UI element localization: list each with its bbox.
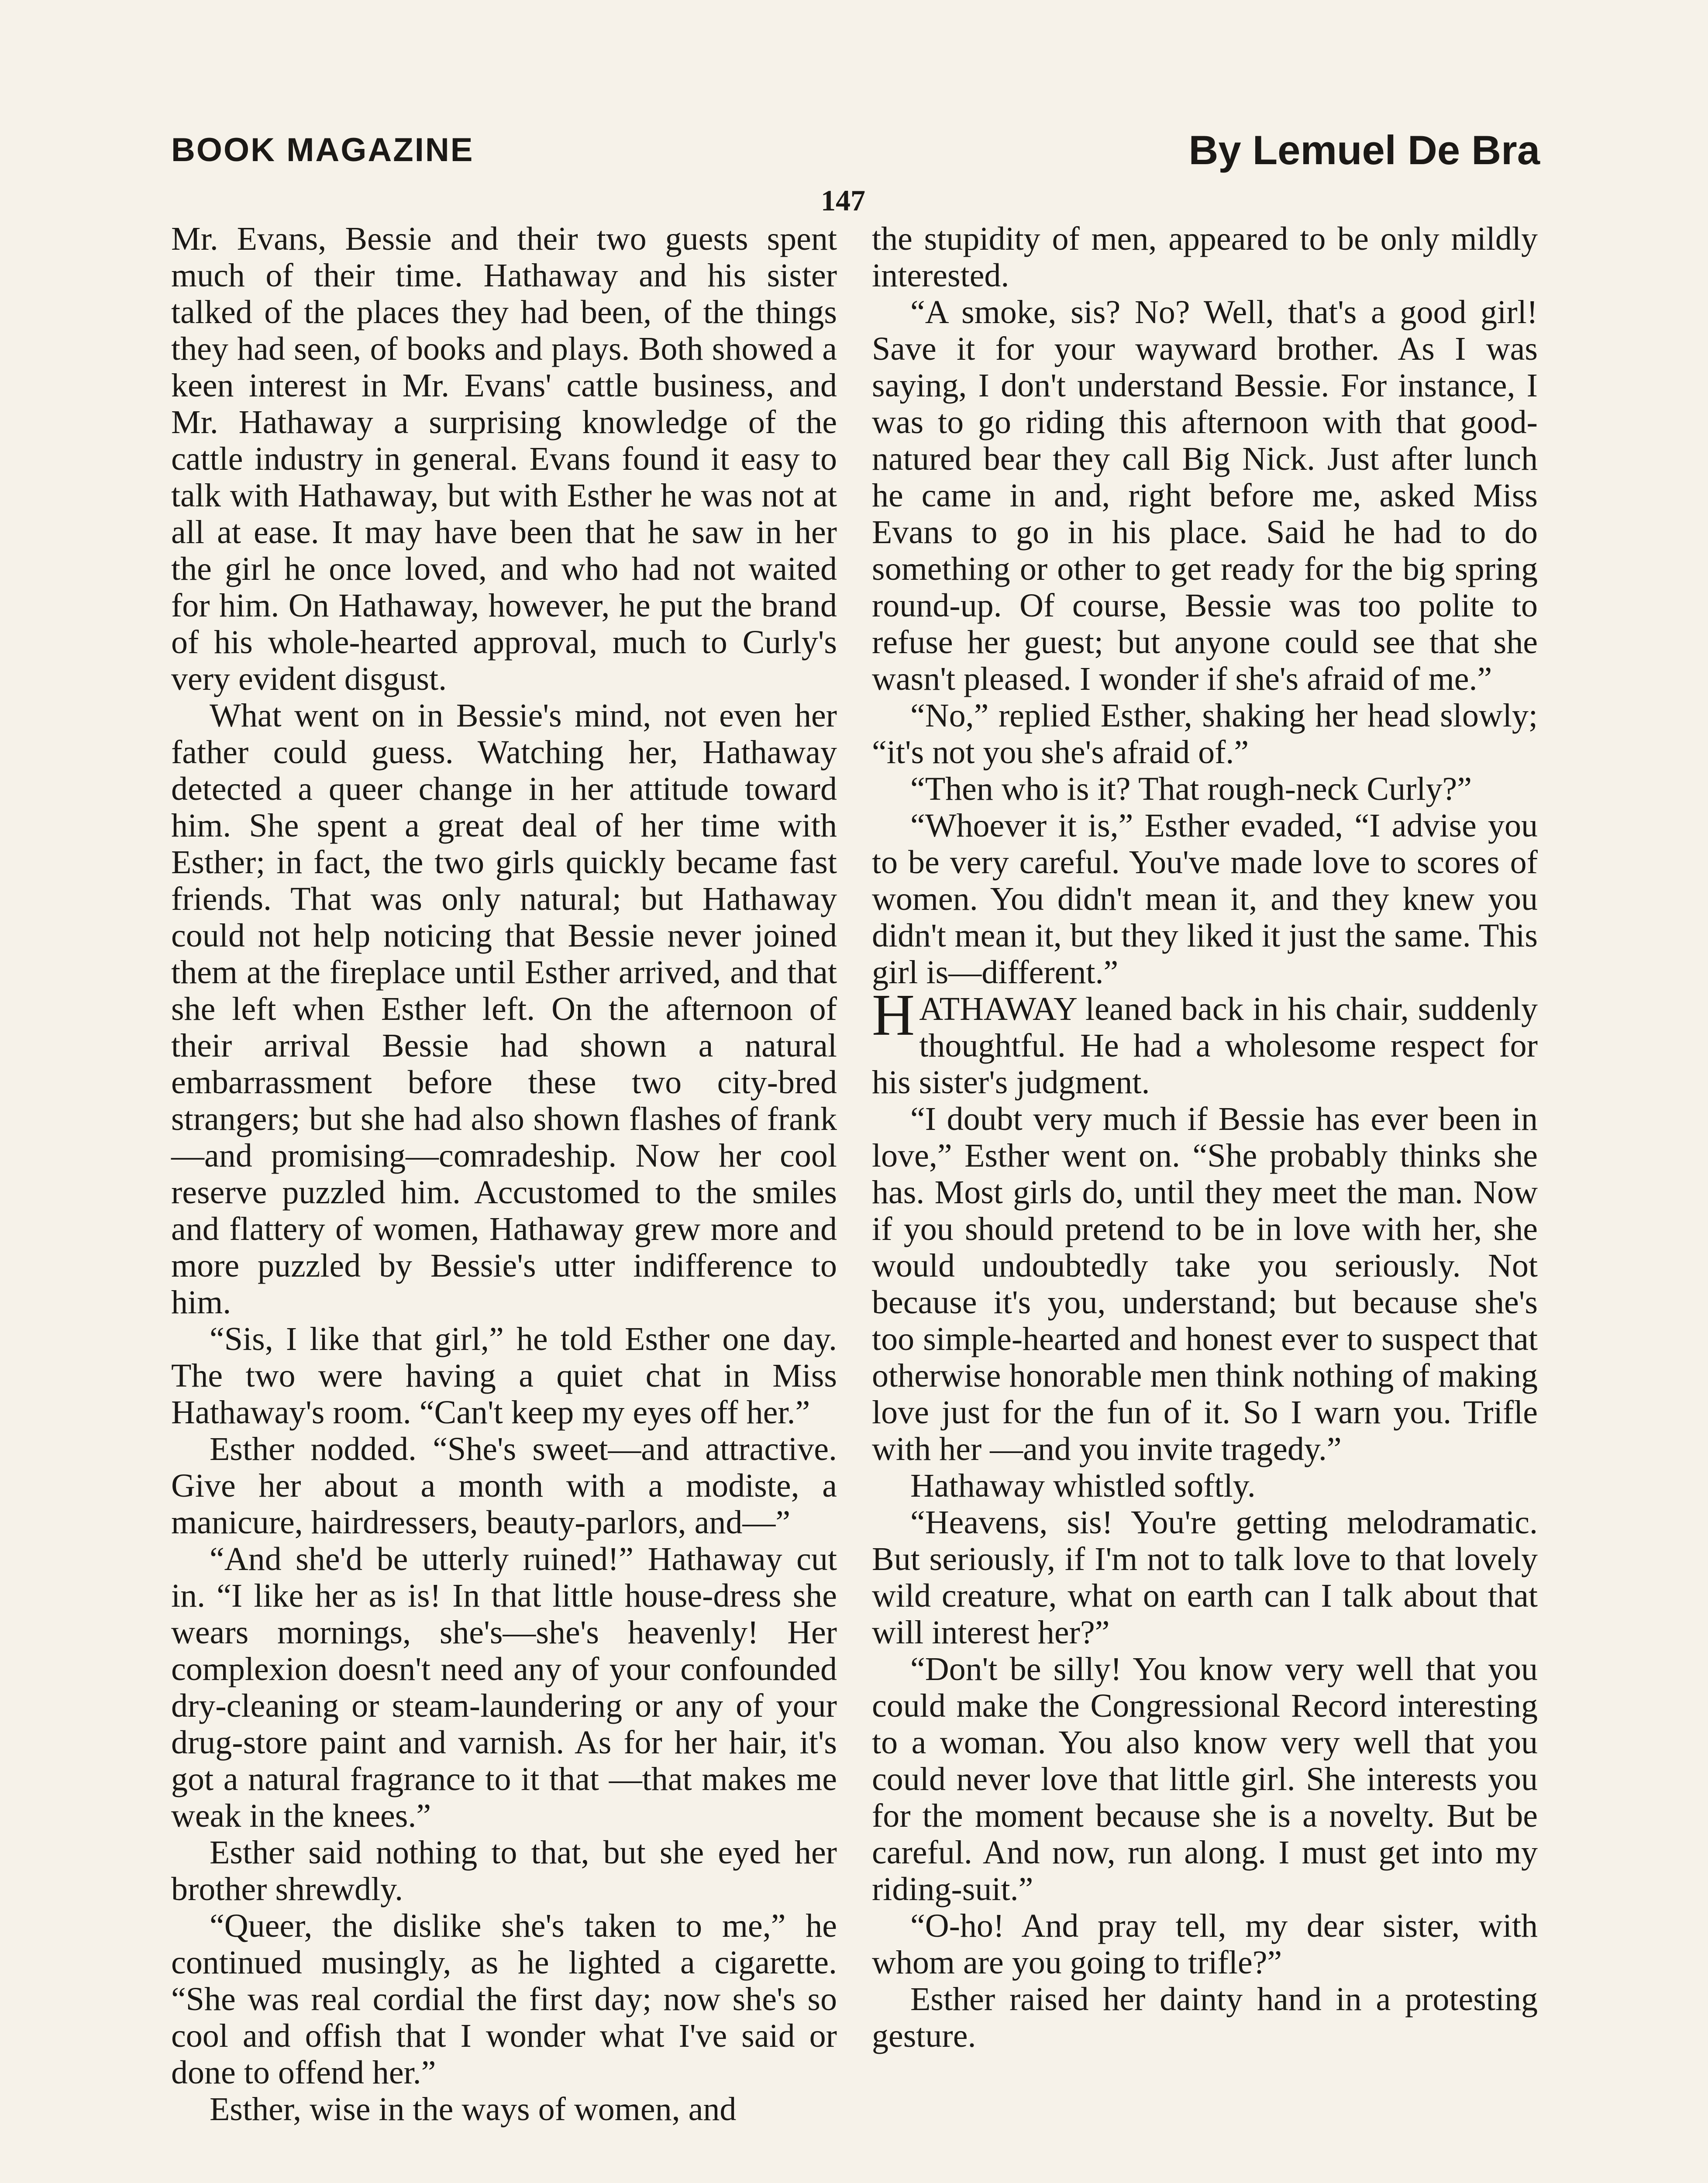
paragraph: “Whoever it is,” Esther evaded, “I advise you to be very careful. You've made love to scores of women. You didn't mean it, and they knew you didn't mean it, but they liked it just the same. This girl is—different.” bbox=[872, 807, 1538, 991]
section-opening-text: ATHAWAY leaned back in his chair, suddenly thoughtful. He had a wholesome respect for his sister's judgment. bbox=[872, 991, 1538, 1101]
publication-title: BOOK MAGAZINE bbox=[171, 131, 474, 169]
paragraph: Esther nodded. “She's sweet—and attractive. Give her about a month with a modiste, a manicure, hairdressers, beauty-parlors, and—” bbox=[171, 1431, 837, 1541]
paragraph: Mr. Evans, Bessie and their two guests spent much of their time. Hathaway and his sister talked of the places they had been, of the things they had seen, of books and plays. Both showed a keen interest in Mr. Evans' cattle business, and Mr. Hathaway a surprising knowledge of the cattle industry in general. Evans found it easy to talk with Hathaway, but with Esther he was not at all at ease. It may have been that he saw in her the girl he once loved, and who had not waited for him. On Hathaway, however, he put the brand of his whole-hearted approval, much to Curly's very evident disgust. bbox=[171, 220, 837, 697]
section-opening-paragraph bbox=[872, 982, 1538, 1101]
paragraph: “A smoke, sis? No? Well, that's a good girl! Save it for your wayward brother. As I was saying, I don't understand Bessie. For instance, I was to go riding this afternoon with that good-natured bear they call Big Nick. Just after lunch he came in and, right before me, asked Miss Evans to go in his place. Said he had to do something or other to get ready for the big spring round-up. Of course, Bessie was too polite to refuse her guest; but anyone could see that she wasn't pleased. I wonder if she's afraid of me.” bbox=[872, 294, 1538, 697]
page-number: 147 bbox=[821, 184, 865, 217]
paragraph: Hathaway whistled softly. bbox=[910, 1467, 1256, 1504]
paragraph: Esther said nothing to that, but she eyed her brother shrewdly. bbox=[171, 1834, 837, 1908]
paragraph: Esther raised her dainty hand in a protesting gesture. bbox=[872, 1981, 1538, 2054]
paragraph: Esther, wise in the ways of women, and bbox=[210, 2091, 737, 2128]
left-column bbox=[171, 220, 837, 2128]
paragraph: “Don't be silly! You know very well that you could make the Congressional Record interesting to a woman. You also know very well that you could never love that little girl. She interests you for the moment because she is a novelty. But be careful. And now, run along. I must get into my riding-suit.” bbox=[872, 1651, 1538, 1908]
paragraph: “I doubt very much if Bessie has ever been in love,” Esther went on. “She probably thinks she has. Most girls do, until they meet the man. Now if you should pretend to be in love with her, she would undoubtedly take you seriously. Not because it's you, understand; but because she's too simple-hearted and honest ever to suspect that otherwise honorable men think nothing of making love just for the fun of it. So I warn you. Trifle with her —and you invite tragedy.” bbox=[872, 1101, 1538, 1467]
paragraph: “Heavens, sis! You're getting melodramatic. But seriously, if I'm not to talk love to that lovely wild creature, what on earth can I talk about that will interest her?” bbox=[872, 1504, 1538, 1651]
right-column bbox=[872, 220, 1538, 2054]
drop-cap: H bbox=[872, 982, 915, 1048]
paragraph: “Queer, the dislike she's taken to me,” he continued musingly, as he lighted a cigarette. “She was real cordial the first day; now she's so cool and offish that I wonder what I've said or done to offend her.” bbox=[171, 1908, 837, 2091]
paragraph: “Sis, I like that girl,” he told Esther one day. The two were having a quiet chat in Miss Hathaway's room. “Can't keep my eyes off her.” bbox=[171, 1321, 837, 1431]
paragraph: “No,” replied Esther, shaking her head slowly; “it's not you she's afraid of.” bbox=[872, 697, 1538, 771]
paragraph: “O-ho! And pray tell, my dear sister, with whom are you going to trifle?” bbox=[872, 1908, 1538, 1981]
paragraph: What went on in Bessie's mind, not even her father could guess. Watching her, Hathaway detected a queer change in her attitude toward him. She spent a great deal of her time with Esther; in fact, the two girls quickly became fast friends. That was only natural; but Hathaway could not help noticing that Bessie never joined them at the fireplace until Esther arrived, and that she left when Esther left. On the afternoon of their arrival Bessie had shown a natural embarrassment before these two city-bred strangers; but she had also shown flashes of frank—and promising—comradeship. Now her cool reserve puzzled him. Accustomed to the smiles and flattery of women, Hathaway grew more and more puzzled by Bessie's utter indifference to him. bbox=[171, 697, 837, 1321]
paragraph: “And she'd be utterly ruined!” Hathaway cut in. “I like her as is! In that little house-dress she wears mornings, she's—she's heavenly! Her complexion doesn't need any of your confounded dry-cleaning or steam-laundering or any of your drug-store paint and varnish. As for her hair, it's got a natural fragrance to it that —that makes me weak in the knees.” bbox=[171, 1541, 837, 1834]
paragraph: the stupidity of men, appeared to be only mildly interested. bbox=[872, 220, 1538, 294]
author-byline: By Lemuel De Bra bbox=[1188, 127, 1540, 173]
paragraph: “Then who is it? That rough-neck Curly?” bbox=[910, 771, 1472, 807]
